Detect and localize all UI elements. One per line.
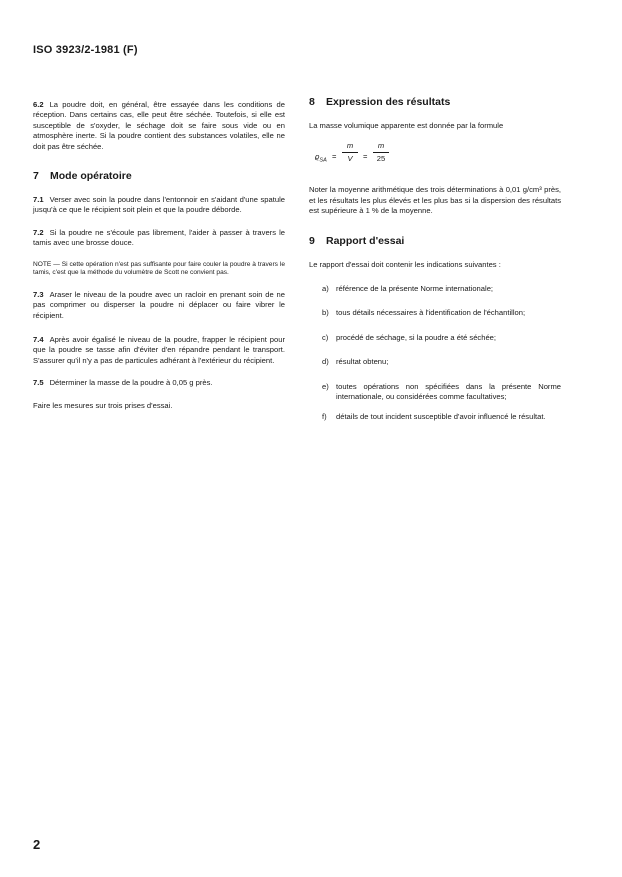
section-9-heading: 9 Rapport d'essai — [309, 234, 405, 247]
left-column — [33, 100, 285, 411]
report-intro: Le rapport d'essai doit contenir les indications suivantes : — [309, 259, 501, 269]
density-formula: $ϱ_{SA}$ = $\frac{m}{V}$ = $\frac{m}{25}$ — [315, 141, 561, 171]
right-column — [309, 96, 561, 423]
fraction-m-over-25: $\frac{m}{25}$ — [373, 141, 389, 164]
formula-symbol: $ϱ_{SA}$ — [315, 152, 327, 164]
formula-intro: La masse volumique apparente est donnée par la formule — [309, 121, 504, 130]
report-item-b: b) tous détails nécessaires à l'identification de l'échantillon; — [322, 308, 526, 318]
measurement-note: Faire les mesures sur trois prises d'essai. — [33, 400, 173, 410]
note: NOTE — Si cette opération n'est pas suffisante pour faire couler la poudre à travers le tamis, c'est que la méthode du volumètre de Scott ne convient pas. — [33, 260, 285, 277]
clause-7-5: 7.5 Déterminer la masse de la poudre à 0,05 g près. — [33, 378, 213, 388]
document-header: ISO 3923/2-1981 (F) — [33, 44, 138, 56]
result-statement: Noter la moyenne arithmétique des trois déterminations à 0,01 g/cm³ près, et les résultats les plus élevés et les plus bas si la dispersion des résultats est supérieure à 1 % de la moyenne. — [309, 185, 561, 216]
fraction-m-over-v: $\frac{m}{V}$ — [342, 141, 358, 164]
report-item-a: a) référence de la présente Norme internationale; — [322, 284, 494, 294]
clause-6-2: 6.2 La poudre doit, en général, être essayée dans les conditions de réception. Dans certains cas, elle peut être séchée. Toutefois, si elle est susceptible de s'oxyder, le séchage doit se faire sous vide ou en atmosphère inerte. Si la poudre contient des substances volatiles, elle ne doit pas être séchée. — [33, 100, 285, 151]
report-item-e: e) toutes opérations non spécifiées dans la présente Norme internationale, ou considérées comme facultatives; — [322, 381, 561, 402]
clause-7-2: 7.2 Si la poudre ne s'écoule pas librement, l'aider à passer à travers le tamis avec une brosse douce. — [33, 227, 285, 248]
page-number: 2 — [33, 837, 41, 852]
clause-7-1: 7.1 Verser avec soin la poudre dans l'entonnoir en s'aidant d'une spatule jusqu'à ce que le récipient soit plein et que la poudre déborde. — [33, 195, 285, 215]
clause-7-3: 7.3 Araser le niveau de la poudre avec un racloir en prenant soin de ne pas comprimer ou disperser la poudre ni déplacer ou faire vibrer le récipient. — [33, 289, 285, 320]
clause-7-4: 7.4 Après avoir égalisé le niveau de la poudre, frapper le récipient pour que la poudre se tasse afin d'éviter d'en répandre pendant le transport. S'assurer qu'il n'y a pas de particules adhérant à l'extérieur du récipient. — [33, 335, 285, 365]
report-item-c: c) procédé de séchage, si la poudre a été séchée; — [322, 332, 497, 342]
report-item-f: f) détails de tout incident susceptible d'avoir influencé le résultat. — [322, 412, 546, 422]
section-8-heading: 8 Expression des résultats — [309, 96, 451, 108]
section-7-heading: 7 Mode opératoire — [33, 170, 132, 183]
report-item-d: d) résultat obtenu; — [322, 357, 389, 367]
